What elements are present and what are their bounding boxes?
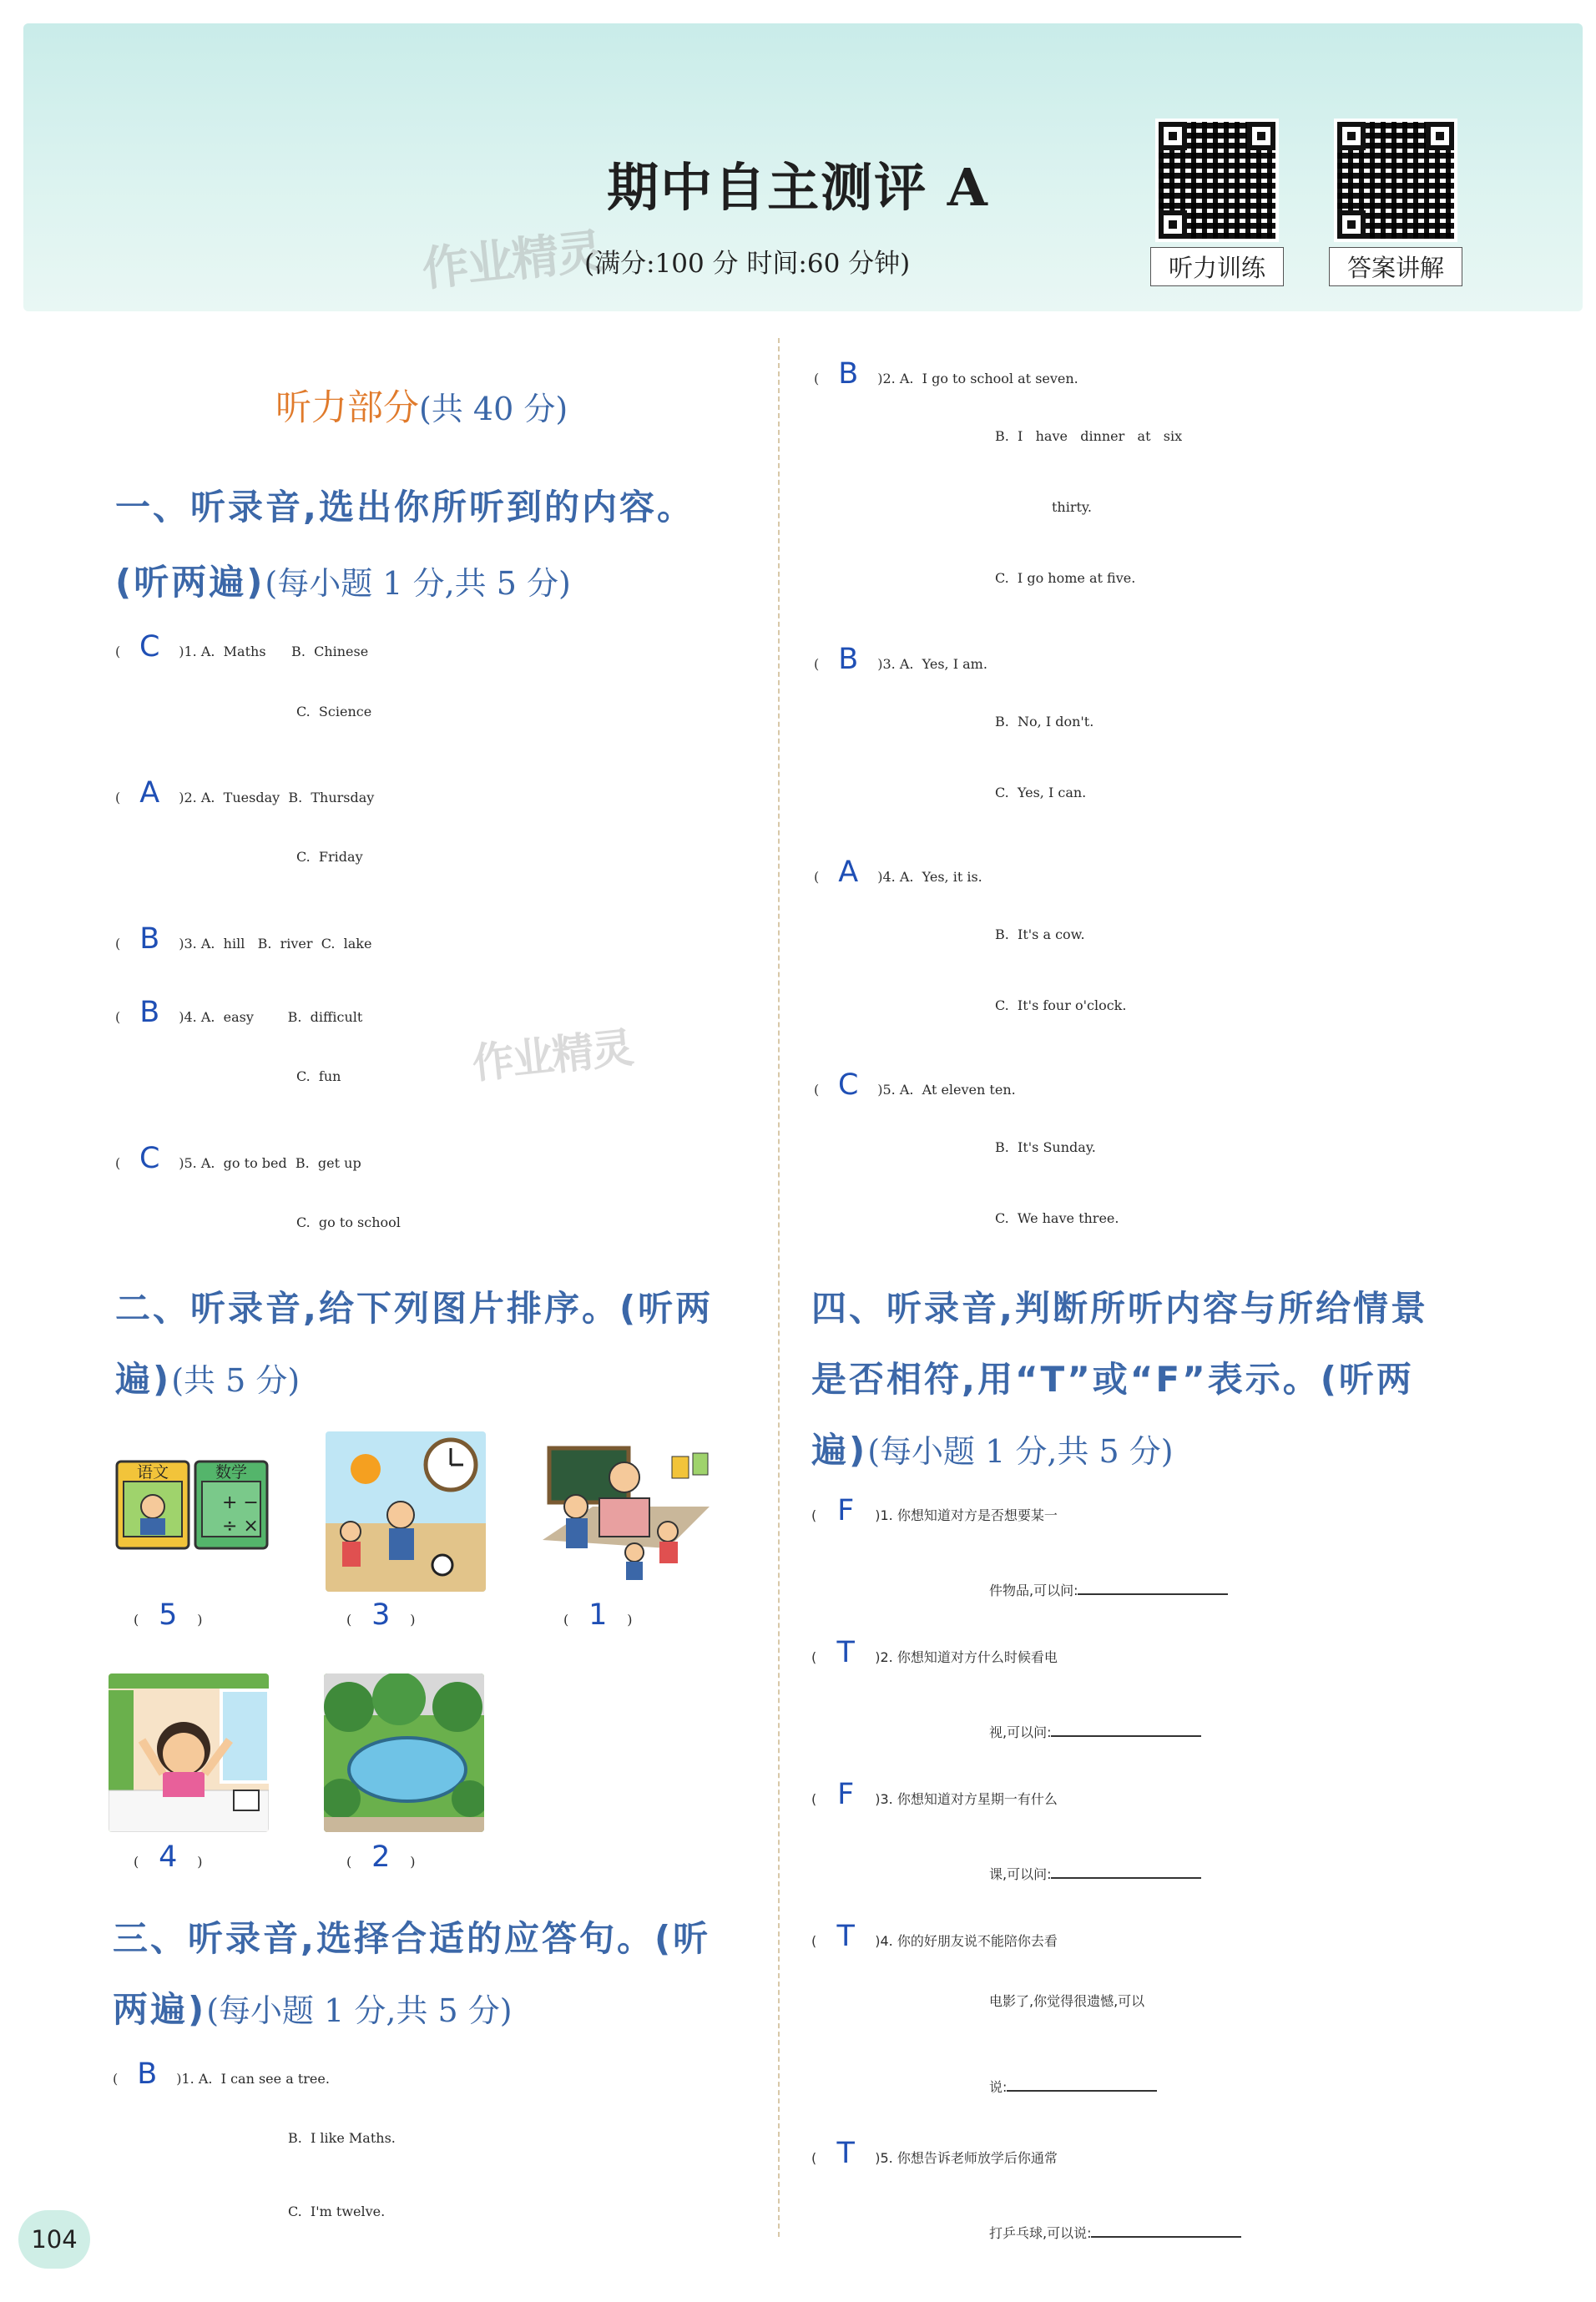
part3-item: ( B )2. A. I go to school at seven.	[814, 357, 1078, 391]
classroom-picture	[543, 1440, 710, 1582]
picture-answer: ( 2 )	[346, 1840, 416, 1874]
answer: T	[836, 2137, 855, 2170]
qr-label: 答案讲解	[1329, 247, 1462, 286]
part3-option: B. It's a cow.	[995, 926, 1085, 942]
part4-item-line: 件物品,可以问:	[989, 1565, 1228, 1599]
books-picture	[115, 1456, 270, 1552]
answer: A	[139, 776, 160, 810]
answer: T	[836, 1920, 855, 1953]
part3-item: ( A )4. A. Yes, it is.	[814, 856, 982, 889]
picture-answer: ( 3 )	[346, 1598, 416, 1632]
part4-item-line: 视,可以问:	[989, 1707, 1201, 1741]
answer: C	[139, 1142, 160, 1175]
part1-item: ( B )4. A. easy B. difficult	[115, 996, 363, 1029]
answer-blank	[1078, 1565, 1228, 1595]
answer: C	[838, 1068, 859, 1102]
part1-item: ( C )1. A. Maths B. Chinese	[115, 630, 369, 664]
part1-item-line2: C. go to school	[296, 1214, 401, 1230]
part1-heading-line2: (听两遍)(每小题 1 分,共 5 分)	[115, 562, 571, 603]
answer-blank	[1051, 1849, 1201, 1879]
part4-item-line: 说:	[989, 2062, 1157, 2096]
part3-item: ( B )3. A. Yes, I am.	[814, 643, 987, 676]
part4-item: ( F )1. 你想知道对方是否想要某一	[811, 1494, 1058, 1527]
answer-blank	[1051, 1707, 1201, 1737]
lake-picture	[324, 1673, 484, 1832]
picture-answer: ( 1 )	[563, 1598, 633, 1632]
svg-text:语文: 语文	[136, 1463, 169, 1482]
answer: A	[838, 856, 859, 889]
part3-option: C. We have three.	[995, 1210, 1119, 1226]
girl-waking-picture	[109, 1673, 269, 1832]
part3-option: B. I have dinner at six	[995, 428, 1183, 444]
part3-option: C. I go home at five.	[995, 570, 1136, 586]
part3-option: thirty.	[1052, 499, 1092, 515]
answer: C	[139, 630, 160, 664]
watermark: 作业精灵	[469, 1023, 634, 1088]
part4-heading-line2: 是否相符,用“T”或“F”表示。(听两	[811, 1359, 1414, 1400]
part4-item: ( T )5. 你想告诉老师放学后你通常	[811, 2137, 1058, 2170]
svg-text:+ −: + −	[222, 1492, 259, 1513]
page-subtitle: (满分:100 分 时间:60 分钟)	[584, 249, 911, 279]
qr-code-answers[interactable]	[1329, 119, 1462, 286]
qr-icon	[1155, 119, 1279, 242]
answer: B	[139, 922, 160, 956]
part3-item: ( C )5. A. At eleven ten.	[814, 1068, 1016, 1102]
part3-option: B. No, I don't.	[995, 714, 1094, 729]
part3-option: C. I'm twelve.	[288, 2204, 386, 2219]
part3-option: B. I like Maths.	[288, 2130, 396, 2146]
part1-item-line2: C. Science	[296, 704, 372, 719]
svg-text:数学: 数学	[215, 1463, 248, 1482]
answer: B	[838, 357, 859, 391]
part4-item: ( T )2. 你想知道对方什么时候看电	[811, 1636, 1058, 1669]
answer: B	[137, 2057, 158, 2091]
part4-item-line: 课,可以问:	[989, 1849, 1201, 1883]
part4-heading: 四、听录音,判断所听内容与所给情景	[811, 1288, 1428, 1329]
column-divider	[778, 338, 780, 2237]
part3-option: B. It's Sunday.	[995, 1139, 1096, 1155]
part3-item: ( B )1. A. I can see a tree.	[113, 2057, 330, 2091]
part3-option: C. It's four o'clock.	[995, 997, 1127, 1013]
page-title: 期中自主测评 A	[607, 157, 989, 218]
part1-item-line2: C. Friday	[296, 849, 363, 865]
answer: F	[837, 1494, 855, 1527]
part4-item: ( F )3. 你想知道对方星期一有什么	[811, 1778, 1058, 1811]
part1-item-line2: C. fun	[296, 1068, 341, 1084]
part4-item-line: 打乒乓球,可以说:	[989, 2208, 1241, 2242]
part1-item: ( C )5. A. go to bed B. get up	[115, 1142, 361, 1175]
part1-item: ( A )2. A. Tuesday B. Thursday	[115, 776, 375, 810]
part3-heading-line2: 两遍)(每小题 1 分,共 5 分)	[113, 1989, 513, 2030]
answer-blank	[1091, 2208, 1241, 2238]
part2-heading-line2: 遍)(共 5 分)	[115, 1359, 301, 1400]
svg-text:÷ ×: ÷ ×	[222, 1516, 259, 1537]
qr-icon	[1334, 119, 1457, 242]
playground-picture	[326, 1431, 486, 1592]
answer: B	[838, 643, 859, 676]
answer: F	[837, 1778, 855, 1811]
part1-heading: 一、听录音,选出你所听到的内容。	[115, 487, 694, 528]
qr-code-listening[interactable]	[1150, 119, 1284, 286]
picture-answer: ( 5 )	[134, 1598, 203, 1632]
part4-item: ( T )4. 你的好朋友说不能陪你去看	[811, 1920, 1058, 1953]
part4-heading-line3: 遍)(每小题 1 分,共 5 分)	[811, 1430, 1174, 1471]
part2-heading: 二、听录音,给下列图片排序。(听两	[115, 1288, 714, 1329]
part1-item: ( B )3. A. hill B. river C. lake	[115, 922, 372, 956]
page-number: 104	[18, 2210, 90, 2269]
part3-option: C. Yes, I can.	[995, 785, 1087, 800]
answer: B	[139, 996, 160, 1029]
watermark: 作业精灵	[419, 224, 605, 298]
qr-label: 听力训练	[1150, 247, 1284, 286]
answer: T	[836, 1636, 855, 1669]
answer-blank	[1007, 2062, 1157, 2092]
part3-heading: 三、听录音,选择合适的应答句。(听	[113, 1918, 711, 1959]
picture-answer: ( 4 )	[134, 1840, 203, 1874]
listening-section-title: 听力部分(共 40 分)	[275, 387, 568, 429]
part4-item-line: 电影了,你觉得很遗憾,可以	[989, 1993, 1145, 2009]
